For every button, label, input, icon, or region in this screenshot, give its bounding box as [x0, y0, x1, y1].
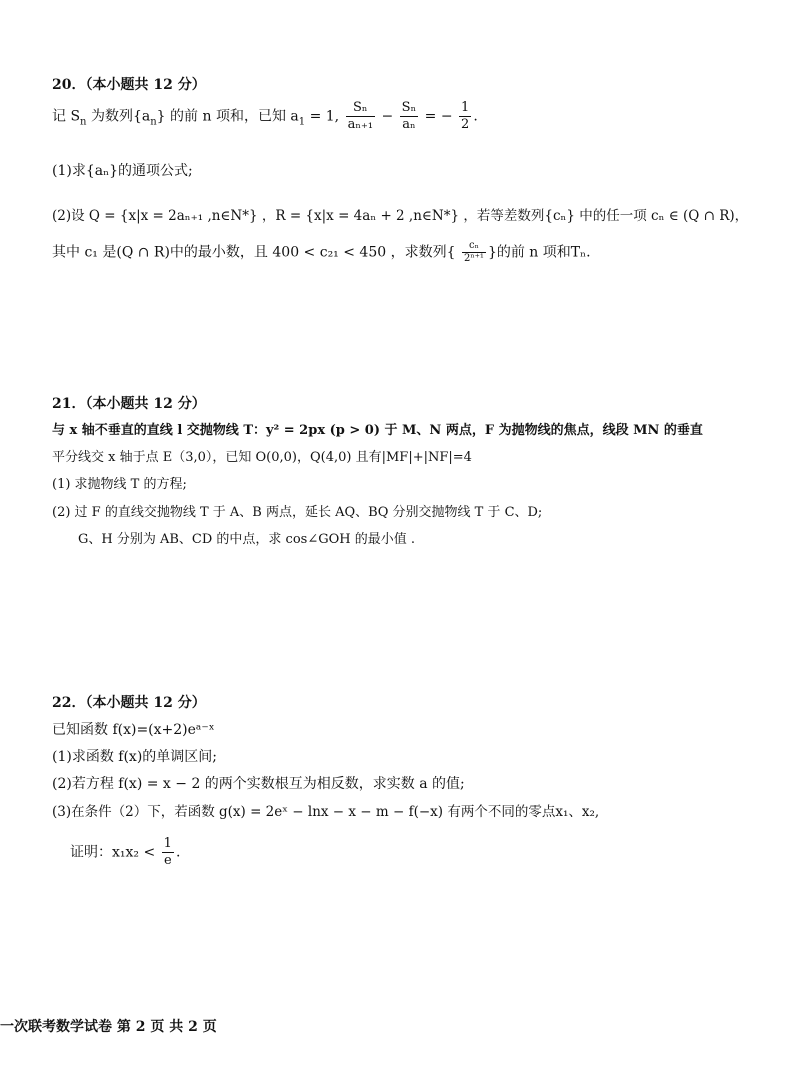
q22-proof-pre: 证明：x₁x₂ < [70, 844, 156, 861]
q20-part-1: (1)求{aₙ}的通项公式; [52, 163, 193, 179]
q22-proof [70, 836, 180, 869]
q20-cn-num: cₙ [462, 240, 486, 253]
q22-proof-num: 1 [163, 836, 172, 851]
q22-proof-den: e [163, 853, 172, 868]
q20-cn-fraction [462, 240, 486, 265]
q20-intro-mid: 为数列{a [86, 108, 151, 125]
q20-intro [52, 100, 478, 133]
q22-part-2: (2)若方程 f(x) = x − 2 的两个实数根互为相反数，求实数 a 的值; [52, 776, 465, 792]
q20-intro-sub: n [80, 116, 87, 128]
q20-f2-num: Sₙ [401, 100, 417, 115]
q20-heading: 20．（本小题共 12 分） [52, 77, 206, 93]
q20-p2b-post: }的前 n 项和Tₙ. [487, 244, 591, 261]
q21-line-1: 与 x 轴不垂直的直线 l 交抛物线 T：y² = 2px (p > 0) 于 M、N 两点，F 为抛物线的焦点，线段 MN 的垂直 [52, 423, 703, 438]
q20-intro-text: 记 S [52, 108, 81, 125]
page-footer: 一次联考数学试卷 第 2 页 共 2 页 [0, 1019, 217, 1035]
q22-line-1: 已知函数 f(x)=(x+2)eᵃ⁻ˣ [52, 722, 215, 738]
q20-intro-mid3: } 的前 n 项和，已知 a [156, 108, 299, 125]
q20-a1-sub: 1 [298, 116, 306, 128]
q20-part-2: (2)设 Q = {x|x = 2aₙ₊₁ ,n∈N*} ，R = {x|x = 4aₙ + 2 ,n∈N*} ，若等差数列{cₙ} 中的任一项 cₙ ∈ (Q ∩ R)， [52, 208, 749, 224]
q22-proof-fraction [162, 836, 174, 869]
q20-eq-neg: = − [420, 108, 453, 125]
q20-f1-den: aₙ₊₁ [347, 117, 374, 132]
q20-minus: − [377, 108, 398, 125]
q20-f2-den: aₙ [402, 117, 416, 132]
q20-fraction-3 [459, 100, 471, 133]
q20-f3-den: 2 [461, 117, 470, 132]
q20-cn-den: 2ⁿ⁺¹ [463, 253, 484, 264]
q20-fraction-1 [346, 100, 375, 133]
q21-part-1: (1) 求抛物线 T 的方程; [52, 477, 187, 492]
q21-part-2-cont: G、H 分别为 AB、CD 的中点，求 cos∠GOH 的最小值 . [78, 532, 416, 547]
q20-f1-num: Sₙ [346, 100, 375, 117]
q22-part-3: (3)在条件（2）下，若函数 g(x) = 2eˣ − lnx − x − m − f(−x) 有两个不同的零点x₁、x₂, [52, 804, 600, 820]
q22-proof-post: . [175, 844, 181, 861]
q22-heading: 22．（本小题共 12 分） [52, 695, 206, 711]
q20-p2b-pre: 其中 c₁ 是(Q ∩ R)中的最小数，且 400 < c₂₁ < 450 ，求数列{ [52, 244, 456, 261]
q21-line-2: 平分线交 x 轴于点 E（3,0），已知 O(0,0)，Q(4,0) 且有|MF|+|NF|=4 [52, 450, 472, 465]
q22-part-1: (1)求函数 f(x)的单调区间; [52, 749, 217, 765]
q20-period: . [473, 108, 478, 125]
q20-intro-eq: = 1, [305, 108, 340, 125]
q20-f3-num: 1 [461, 100, 470, 115]
q20-intro-mid2: n [150, 116, 157, 128]
q20-fraction-2 [400, 100, 419, 133]
q21-part-2: (2) 过 F 的直线交抛物线 T 于 A、B 两点，延长 AQ、BQ 分别交抛物线 T 于 C、D; [52, 505, 543, 520]
q21-heading: 21．（本小题共 12 分） [52, 396, 206, 412]
q20-part-2-cont [52, 240, 591, 265]
